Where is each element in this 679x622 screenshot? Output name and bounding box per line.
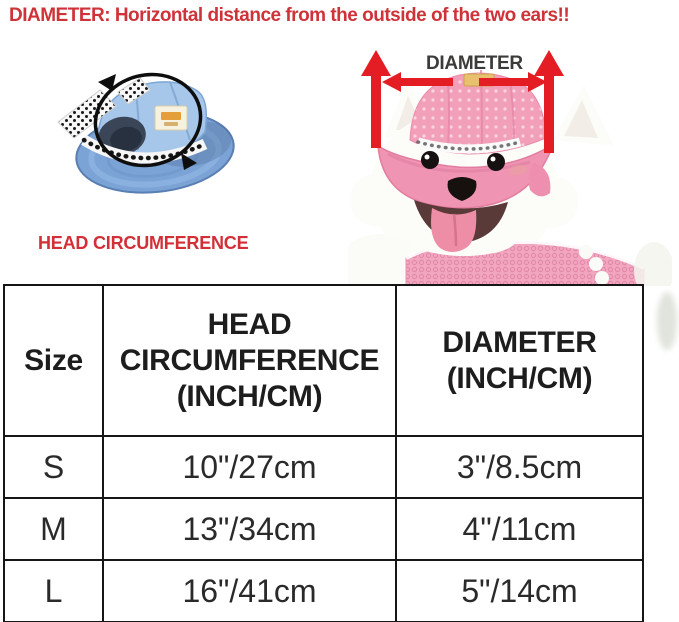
table-cell-size-m: M: [5, 497, 102, 559]
table-cell-head-l: 16"/41cm: [102, 559, 395, 621]
hat-label: [155, 106, 187, 130]
head-circumference-caption: HEAD CIRCUMFERENCE: [38, 233, 249, 253]
table-cell-size-s: S: [5, 435, 102, 497]
dog-fur-edge: [657, 292, 677, 350]
table-cell-diameter-s: 3"/8.5cm: [395, 435, 642, 497]
table-cell-diameter-m: 4"/11cm: [395, 497, 642, 559]
table-header-diameter-text: DIAMETER (INCH/CM): [442, 325, 597, 395]
right-eye: [487, 153, 505, 171]
table-cell-size-l: L: [5, 559, 102, 621]
diameter-annotation: DIAMETER: [426, 53, 523, 74]
size-table: [3, 284, 644, 622]
page-title: DIAMETER: Horizontal distance from the outside of the two ears!!: [9, 5, 570, 26]
table-cell-diameter-l: 5"/14cm: [395, 559, 642, 621]
dog-photo: [348, 42, 672, 286]
table-cell-head-s: 10"/27cm: [102, 435, 395, 497]
blue-hat-photo: [40, 62, 290, 232]
table-header-size: Size: [24, 343, 83, 377]
table-header-head-circumference-text: HEAD CIRCUMFERENCE (INCH/CM): [119, 307, 380, 413]
table-header-diameter: [395, 286, 642, 435]
table-header-head-circumference: [102, 286, 395, 435]
table-cell-head-m: 13"/34cm: [102, 497, 395, 559]
left-eye: [421, 151, 439, 169]
